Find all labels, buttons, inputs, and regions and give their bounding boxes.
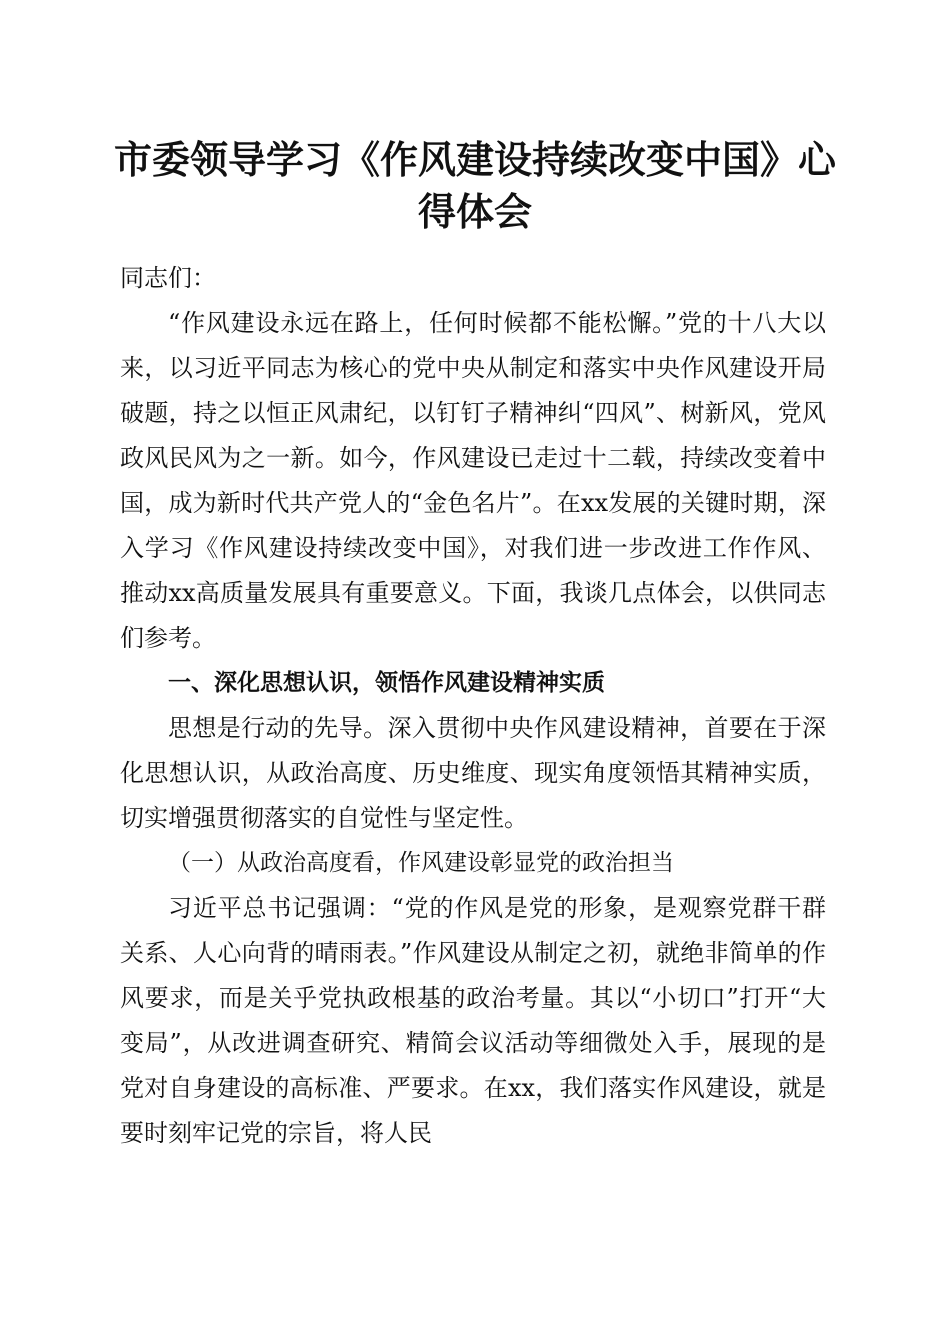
subsection-1-heading: （一）从政治高度看，作风建设彰显党的政治担当 — [168, 850, 674, 876]
section-1-paragraph: 思想是行动的先导。深入贯彻中央作风建设精神，首要在于深化思想认识，从政治高度、历史维度、现实角度领悟其精神实质，切实增强贯彻落实的自觉性与坚定性。 — [120, 714, 826, 832]
intro-paragraph: “作风建设永远在路上，任何时候都不能松懈。”党的十八大以来，以习近平同志为核心的党中央从制定和落实中央作风建设开局破题，持之以恒正风肃纪，以钉钉子精神纠“四风”、树新风，党风政风民风为之一新。如今，作风建设已走过十二载，持续改变着中国，成为新时代共产党人的“金色名片”。在xx发展的关键时期，深入学习《作风建设持续改变中国》，对我们进一步改进工作作风、推动xx高质量发展具有重要意义。下面，我谈几点体会，以供同志们参考。 — [120, 309, 826, 652]
document-title: 市委领导学习《作风建设持续改变中国》心得体会 — [113, 137, 836, 234]
salutation: 同志们： — [120, 264, 216, 292]
subsection-1-paragraph: 习近平总书记强调：“党的作风是党的形象，是观察党群干群关系、人心向背的晴雨表。”作风建设从制定之初，就绝非简单的作风要求，而是关乎党执政根基的政治考量。其以“小切口”打开“大变局”，从改进调查研究、精简会议活动等细微处入手，展现的是党对自身建设的高标准、严要求。在xx，我们落实作风建设，就是要时刻牢记党的宗旨，将人民 — [120, 894, 826, 1147]
document-body — [120, 256, 826, 1156]
section-1-heading: 一、深化思想认识，领悟作风建设精神实质 — [168, 670, 605, 696]
